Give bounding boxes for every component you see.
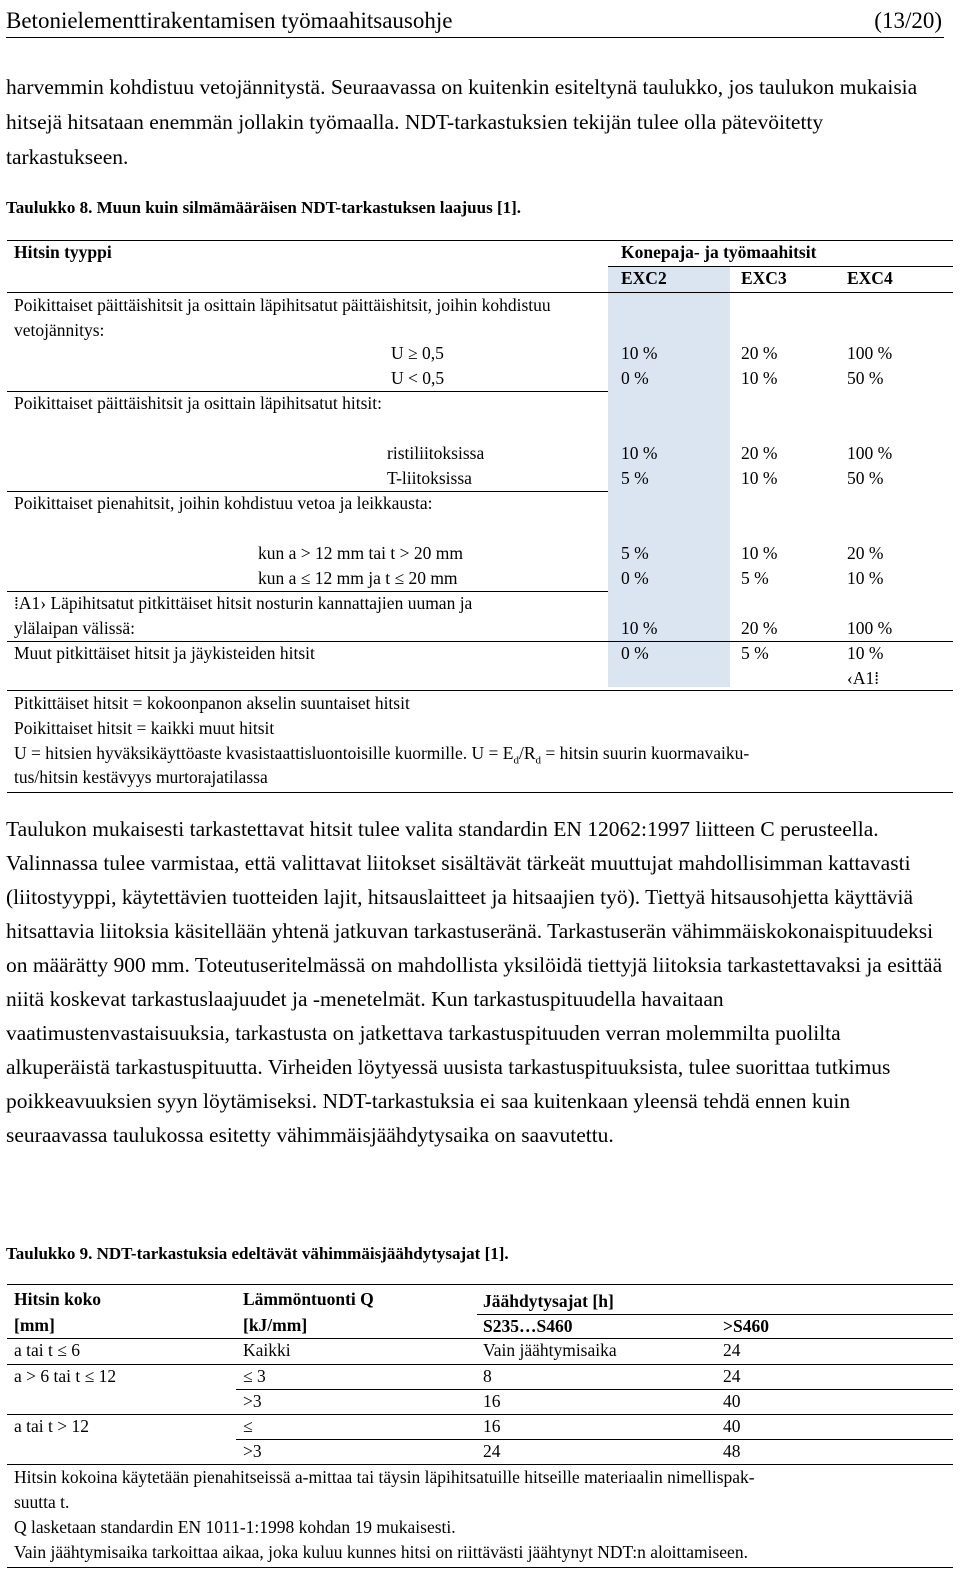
cell-exc2: 5 %: [621, 543, 649, 563]
table9-top-rule: [7, 1284, 953, 1285]
row-rule: [236, 1389, 953, 1390]
section3-label: Poikittaiset pienahitsit, joihin kohdistuu vetoa ja leikkausta:: [14, 493, 433, 513]
row-rule: [236, 1439, 953, 1440]
table9-caption: Taulukko 9. NDT-tarkastuksia edeltävät vähimmäisjäähdytysajat [1].: [6, 1244, 509, 1263]
table8-caption: Taulukko 8. Muun kuin silmämääräisen NDT-tarkastuksen laajuus [1].: [6, 198, 522, 217]
head-heat-unit: [kJ/mm]: [243, 1315, 308, 1335]
cell-exc3: 20 %: [741, 618, 778, 638]
table8-col-head: Hitsin tyyppi: [14, 242, 112, 262]
cell-size: a > 6 tai t ≤ 12: [14, 1366, 117, 1386]
note3-part-a: U = hitsien hyväksikäyttöaste kvasistaattisluontoisille kuormille. U = E: [14, 743, 514, 763]
table8-note3: [14, 743, 749, 767]
cell-s460: 24: [723, 1366, 741, 1386]
table9-group-rule: [477, 1314, 953, 1315]
note3-part-c: = hitsin suurin kuormavaiku-: [541, 743, 750, 763]
amendment-end-mark: ‹A1⁞: [847, 668, 880, 688]
cell-s235: 24: [483, 1441, 501, 1461]
cell-exc2: 10 %: [621, 618, 658, 638]
notes-rule: [7, 1464, 953, 1465]
cell-s460: 40: [723, 1391, 741, 1411]
body-paragraph: Taulukon mukaisesti tarkastettavat hitsit tulee valita standardin EN 12062:1997 liitteen C perusteella. Valinnassa tulee varmistaa, että valittavat liitokset sisältävät tärkeät muuttujat mahdollisimman kattavasti (liitostyyppi, käytettävien tuotteiden lajit, hitsauslaitteet ja hitsaajien työ). Tiettyä hitsausohjetta käyttäviä hitsattavia liitoksia käsitellään yhtenä jatkuvan tarkastuseränä. Tarkastuserän vähimmäiskokonaispituudeksi on määrätty 900 mm. Toteutuseritelmässä on mahdollista yksilöidä tiettyjä liitoksia tarkastettavaksi ja esittää niitä koskevat tarkastuslaajuudet ja -menetelmät. Kun tarkastuspituudella havaitaan vaatimustenvastaisuuksia, tarkastusta on jatkettava tarkastuspituuden verran molemmilta puolilta alkuperäistä tarkastuspituutta. Virheiden löytyessä uusista tarkastuspituuksista, tulee suorittaa tutkimus poikkeavuuksien syyn löytämiseksi. NDT-tarkastuksia ei saa kuitenkaan yleensä tehdä ennen kuin seuraavassa taulukossa esitetty vähimmäisjäähdytysaika on saavutettu.: [6, 817, 943, 1147]
cell-exc4: 100 %: [847, 343, 893, 363]
cell-s235: 16: [483, 1391, 501, 1411]
cell-exc4: 50 %: [847, 468, 884, 488]
table9-note3: Vain jäähtymisaika tarkoittaa aikaa, joka kuluu kunnes hitsi on riittävästi jäähtynyt NDT:n aloittamiseen.: [14, 1542, 748, 1562]
cell-exc4: 20 %: [847, 543, 884, 563]
exc3-head: EXC3: [741, 268, 787, 288]
cell-exc3: 10 %: [741, 368, 778, 388]
note3-part-b: /R: [518, 743, 536, 763]
intro-paragraph: harvemmin kohdistuu vetojännitystä. Seuraavassa on kuitenkin esiteltynä taulukko, jos taulukon mukaisia hitsejä hitsataan enemmän jollakin työmaalla. NDT-tarkastuksien tekijän tulee olla pätevöitetty tarkastukseen.: [6, 75, 918, 169]
table8: [7, 240, 953, 793]
cell-exc2: 0 %: [621, 368, 649, 388]
head-size: Hitsin koko: [14, 1289, 102, 1309]
cell-exc3: 10 %: [741, 468, 778, 488]
table9-bottom-rule: [7, 1567, 953, 1568]
exc4-head: EXC4: [847, 268, 893, 288]
head-heat: Lämmöntuonti Q: [243, 1289, 374, 1309]
page-header: [6, 0, 944, 38]
table8-note1: Pitkittäiset hitsit = kokoonpanon akselin suuntaiset hitsit: [14, 693, 410, 713]
cell-exc3: 5 %: [741, 568, 769, 588]
table8-note2: Poikittaiset hitsit = kaikki muut hitsit: [14, 718, 275, 738]
cell-s235: 8: [483, 1366, 492, 1386]
head-gt-s460: >S460: [723, 1316, 769, 1336]
cell-exc4: 10 %: [847, 568, 884, 588]
page-number: (13/20): [874, 8, 942, 33]
row-label: U < 0,5: [391, 368, 445, 388]
table9-header-rule: [7, 1338, 953, 1339]
cell-heat: Kaikki: [243, 1340, 291, 1360]
table9-note2: Q lasketaan standardin EN 1011-1:1998 kohdan 19 mukaisesti.: [14, 1517, 456, 1537]
row7-label-line2: ylälaipan välissä:: [14, 618, 136, 638]
row-label: ristiliitoksissa: [387, 443, 485, 463]
table9: [7, 1284, 953, 1570]
section2-label: Poikittaiset päittäishitsit ja osittain läpihitsatut hitsit:: [14, 393, 382, 413]
exc2-head: EXC2: [621, 268, 667, 288]
cell-heat: >3: [243, 1441, 262, 1461]
cell-exc2: 10 %: [621, 343, 658, 363]
row-label: kun a ≤ 12 mm ja t ≤ 20 mm: [258, 568, 458, 588]
row-rule: [7, 1414, 953, 1415]
row-rule: [7, 591, 608, 592]
head-s235-s460: S235…S460: [483, 1316, 573, 1336]
cell-heat: >3: [243, 1391, 262, 1411]
row8-label: Muut pitkittäiset hitsit ja jäykisteiden hitsit: [14, 643, 315, 663]
cell-exc3: 10 %: [741, 543, 778, 563]
cell-s235: Vain jäähtymisaika: [483, 1340, 617, 1360]
table8-bottom-rule: [7, 792, 953, 793]
row-rule: [7, 491, 608, 492]
table9-note1: Hitsin kokoina käytetään pienahitseissä a-mittaa tai täysin läpihitsatuille hitseille materiaalin nimellispak-: [14, 1467, 755, 1487]
cell-exc4: 50 %: [847, 368, 884, 388]
cell-exc3: 20 %: [741, 343, 778, 363]
cell-size: a tai t ≤ 6: [14, 1340, 80, 1360]
cell-exc2: 5 %: [621, 468, 649, 488]
cell-heat: ≤ 3: [243, 1366, 266, 1386]
table8-group-rule: [608, 266, 953, 267]
row-label: T-liitoksissa: [387, 468, 472, 488]
row7-label-line1: ⁞A1› Läpihitsatut pitkittäiset hitsit nosturin kannattajien uuman ja: [14, 593, 473, 613]
notes-rule: [7, 690, 953, 691]
cell-s235: 16: [483, 1416, 501, 1436]
cell-heat: ≤: [243, 1416, 253, 1436]
row-label: kun a > 12 mm tai t > 20 mm: [258, 543, 463, 563]
head-size-unit: [mm]: [14, 1315, 55, 1335]
row-rule: [7, 1364, 953, 1365]
cell-size: a tai t > 12: [14, 1416, 89, 1436]
cell-exc4: 100 %: [847, 618, 893, 638]
table8-note3-line2: tus/hitsin kestävyys murtorajatilassa: [14, 767, 268, 787]
cell-exc2: 0 %: [621, 643, 649, 663]
row-rule: [7, 391, 608, 392]
document-title: Betonielementtirakentamisen työmaahitsausohje: [6, 8, 453, 33]
note3-sub: d: [535, 754, 542, 767]
table8-group-head: Konepaja- ja työmaahitsit: [621, 242, 817, 262]
cell-s460: 24: [723, 1340, 741, 1360]
head-cooling: Jäähdytysajat [h]: [483, 1291, 614, 1311]
cell-exc4: 10 %: [847, 643, 884, 663]
cell-exc2: 0 %: [621, 568, 649, 588]
section1-label: Poikittaiset päittäishitsit ja osittain läpihitsatut päittäishitsit, joihin kohdistuu vetojännitys:: [14, 295, 551, 340]
cell-exc3: 20 %: [741, 443, 778, 463]
cell-exc3: 5 %: [741, 643, 769, 663]
cell-s460: 40: [723, 1416, 741, 1436]
table9-note1-line2: suutta t.: [14, 1492, 70, 1512]
table8-top-rule: [7, 240, 953, 241]
note3-sub: d: [513, 754, 519, 767]
cell-exc2: 10 %: [621, 443, 658, 463]
row-rule: [7, 641, 953, 642]
cell-s460: 48: [723, 1441, 741, 1461]
cell-exc4: 100 %: [847, 443, 893, 463]
row-label: U ≥ 0,5: [391, 343, 444, 363]
